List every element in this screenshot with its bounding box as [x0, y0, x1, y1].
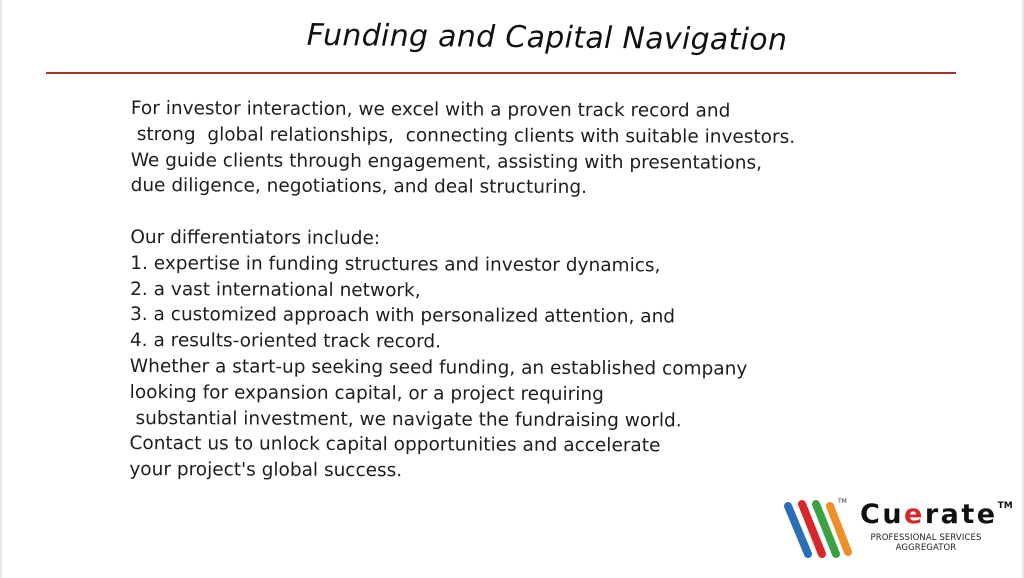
list-item: 4. a results-oriented track record. [129, 330, 442, 353]
cuerate-logo [780, 496, 1013, 566]
body-line: substantial investment, we navigate the fundraising world. [129, 407, 682, 431]
body-line: strong global relationships, connecting clients with suitable investors. [130, 123, 796, 148]
logo-mark-tm: TM [838, 498, 847, 505]
list-item: 1. expertise in funding structures and investor dynamics, [130, 252, 661, 277]
slide-body [129, 96, 891, 486]
slide-title-text: Funding and Capital Navigation [306, 17, 788, 58]
slide-edge-left [0, 0, 2, 578]
brand-tagline [864, 533, 988, 553]
brand-accent: e [904, 499, 925, 530]
body-line: Whether a start-up seeking seed funding, an established company [129, 355, 748, 380]
tagline-line1: PROFESSIONAL SERVICES [870, 533, 982, 543]
body-line: Contact us to unlock capital opportunities and accelerate [129, 433, 661, 457]
body-line: We guide clients through engagement, assisting with presentations, [130, 149, 763, 174]
brand-part1: Cu [860, 499, 905, 530]
brand-name [860, 499, 1013, 530]
body-line: For investor interaction, we excel with a proven track record and [130, 97, 731, 122]
title-divider [46, 72, 956, 74]
slide-title [0, 15, 1024, 61]
body-line: due diligence, negotiations, and deal structuring. [130, 175, 588, 199]
stripes-logo-icon [780, 496, 862, 560]
body-line: Our differentiators include: [130, 226, 381, 250]
body-line: your project's global success. [129, 459, 403, 482]
brand-tm: TM [997, 501, 1013, 511]
brand-part2: rate [924, 499, 998, 530]
list-item: 2. a vast international network, [130, 278, 421, 301]
list-item: 3. a customized approach with personalized attention, and [129, 304, 676, 328]
paragraph-gap [130, 199, 890, 228]
body-line: looking for expansion capital, or a project requiring [129, 381, 604, 405]
tagline-line2: AGGREGATOR [895, 543, 957, 553]
